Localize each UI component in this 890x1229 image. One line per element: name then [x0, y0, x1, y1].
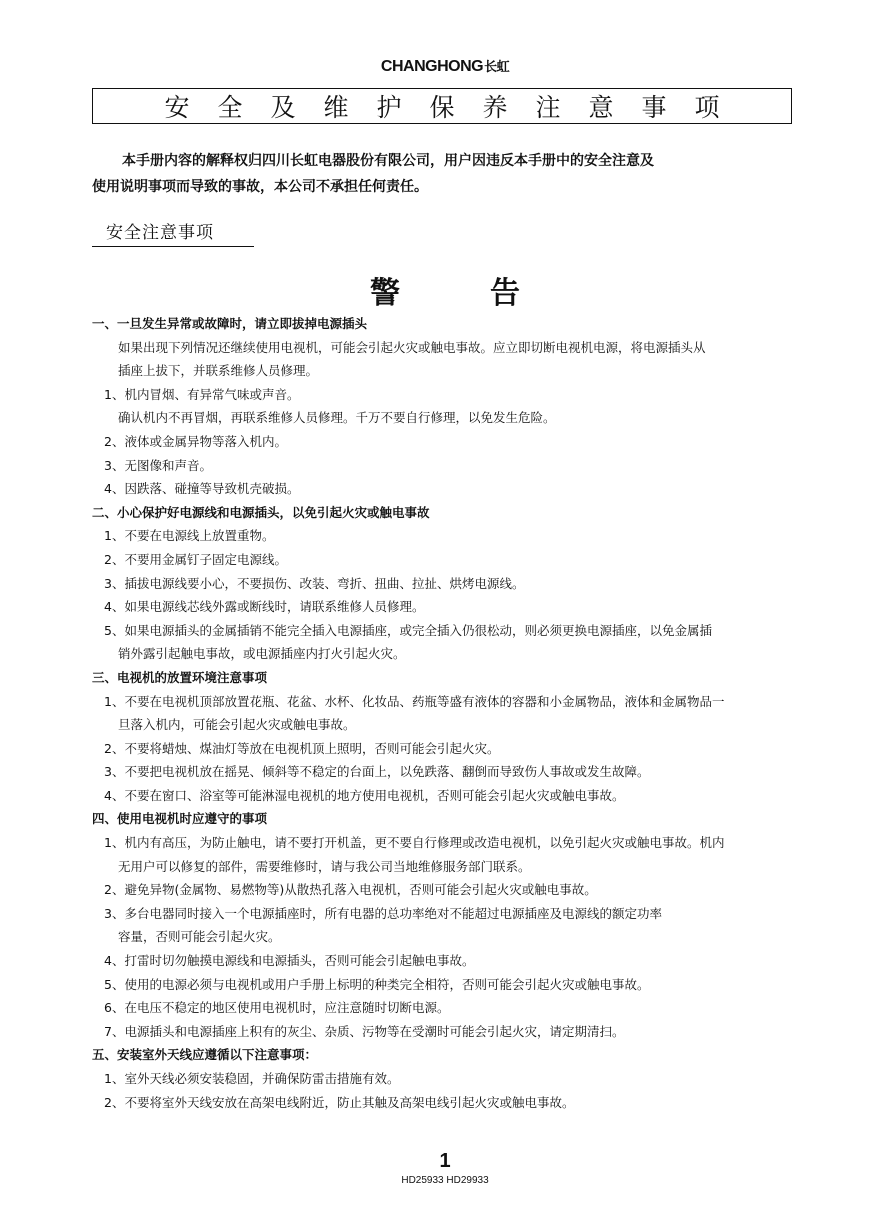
- list-item: 5、如果电源插头的金属插销不能完全插入电源插座，或完全插入仍很松动，则必须更换电源插座，以免金属插: [104, 622, 712, 638]
- list-item-continuation: 容量，否则可能会引起火灾。: [118, 929, 281, 945]
- warning-char: 告: [490, 276, 520, 311]
- section-title: 五、安装室外天线应遵循以下注意事项：: [92, 1047, 318, 1063]
- brand-logo-chinese: 长虹: [484, 60, 510, 75]
- section-heading: [92, 214, 254, 247]
- list-item: 1、室外天线必须安装稳固，并确保防雷击措施有效。: [104, 1071, 400, 1086]
- body-line: 确认机内不再冒烟，再联系维修人员修理。千万不要自行修理，以免发生危险。: [118, 410, 556, 426]
- disclaimer-paragraph: [92, 148, 810, 200]
- section-title: 二、小心保护好电源线和电源插头，以免引起火灾或触电事故: [92, 504, 430, 520]
- list-item: 2、避免异物(金属物、易燃物等)从散热孔落入电视机，否则可能会引起火灾或触电事故。: [104, 882, 597, 898]
- list-item: 4、因跌落、碰撞等导致机壳破损。: [104, 481, 300, 497]
- list-item: 2、液体或金属异物等落入机内。: [104, 433, 287, 449]
- list-item: 5、使用的电源必须与电视机或用户手册上标明的种类完全相符，否则可能会引起火灾或触电事故。: [104, 976, 650, 992]
- disclaimer-line: 本手册内容的解释权归四川长虹电器股份有限公司，用户因违反本手册中的安全注意及: [122, 153, 654, 169]
- section-title: 三、电视机的放置环境注意事项: [92, 669, 268, 685]
- list-item: 3、插拔电源线要小心，不要损伤、改装、弯折、扭曲、拉扯、烘烤电源线。: [104, 575, 525, 591]
- list-item: 6、在电压不稳定的地区使用电视机时，应注意随时切断电源。: [104, 1000, 450, 1016]
- brand-logo-latin: CHANGHONG: [380, 58, 484, 75]
- list-item: 3、不要把电视机放在摇晃、倾斜等不稳定的台面上，以免跌落、翻倒而导致伤人事故或发生故障。: [104, 764, 650, 780]
- page-title: 安全及维护保养注意事项: [164, 93, 748, 122]
- page-title-box: [92, 88, 792, 124]
- list-item: 1、机内冒烟、有异常气味或声音。: [104, 386, 300, 402]
- section-title: 一、一旦发生异常或故障时，请立即拔掉电源插头: [92, 316, 368, 331]
- list-item-continuation: 无用户可以修复的部件，需要维修时，请与我公司当地维修服务部门联系。: [118, 858, 531, 874]
- warning-heading: [0, 268, 890, 312]
- list-item: 4、不要在窗口、浴室等可能淋湿电视机的地方使用电视机，否则可能会引起火灾或触电事故。: [104, 787, 625, 803]
- list-item: 7、电源插头和电源插座上积有的灰尘、杂质、污物等在受潮时可能会引起火灾，请定期清扫。: [104, 1023, 625, 1039]
- list-item-continuation: 旦落入机内，可能会引起火灾或触电事故。: [118, 717, 356, 733]
- section-heading-text: 安全注意事项: [106, 223, 214, 243]
- list-item: 2、不要将蜡烛、煤油灯等放在电视机顶上照明，否则可能会引起火灾。: [104, 740, 500, 756]
- list-item: 3、多台电器同时接入一个电源插座时，所有电器的总功率绝对不能超过电源插座及电源线的额定功率: [104, 905, 662, 921]
- list-item: 1、机内有高压，为防止触电，请不要打开机盖，更不要自行修理或改造电视机，以免引起火灾或触电事故。机内: [104, 835, 725, 851]
- list-item: 2、不要用金属钉子固定电源线。: [104, 551, 287, 567]
- section-title: 四、使用电视机时应遵守的事项: [92, 811, 268, 827]
- body-line: 插座上拔下，并联系维修人员修理。: [118, 363, 319, 379]
- list-item: 3、无图像和声音。: [104, 457, 212, 473]
- list-item: 4、打雷时切勿触摸电源线和电源插头，否则可能会引起触电事故。: [104, 953, 475, 969]
- list-item: 1、不要在电源线上放置重物。: [104, 528, 275, 544]
- list-item: 1、不要在电视机顶部放置花瓶、花盆、水杯、化妆品、药瓶等盛有液体的容器和小金属物品，液体和金属物品一: [104, 693, 725, 709]
- list-item-continuation: 销外露引起触电事故，或电源插座内打火引起火灾。: [118, 646, 406, 662]
- body-line: 如果出现下列情况还继续使用电视机，可能会引起火灾或触电事故。应立即切断电视机电源，将电源插头从: [118, 339, 706, 355]
- list-item: 4、如果电源线芯线外露或断线时，请联系维修人员修理。: [104, 599, 425, 615]
- model-numbers: HD25933 HD29933: [401, 1175, 489, 1186]
- warning-char: 警: [370, 276, 400, 311]
- page-number: 1: [439, 1150, 451, 1172]
- disclaimer-line: 使用说明事项而导致的事故，本公司不承担任何责任。: [92, 179, 428, 195]
- safety-content: [92, 312, 812, 1114]
- list-item: 2、不要将室外天线安放在高架电线附近，防止其触及高架电线引起火灾或触电事故。: [104, 1094, 575, 1110]
- brand-logo: [0, 56, 890, 76]
